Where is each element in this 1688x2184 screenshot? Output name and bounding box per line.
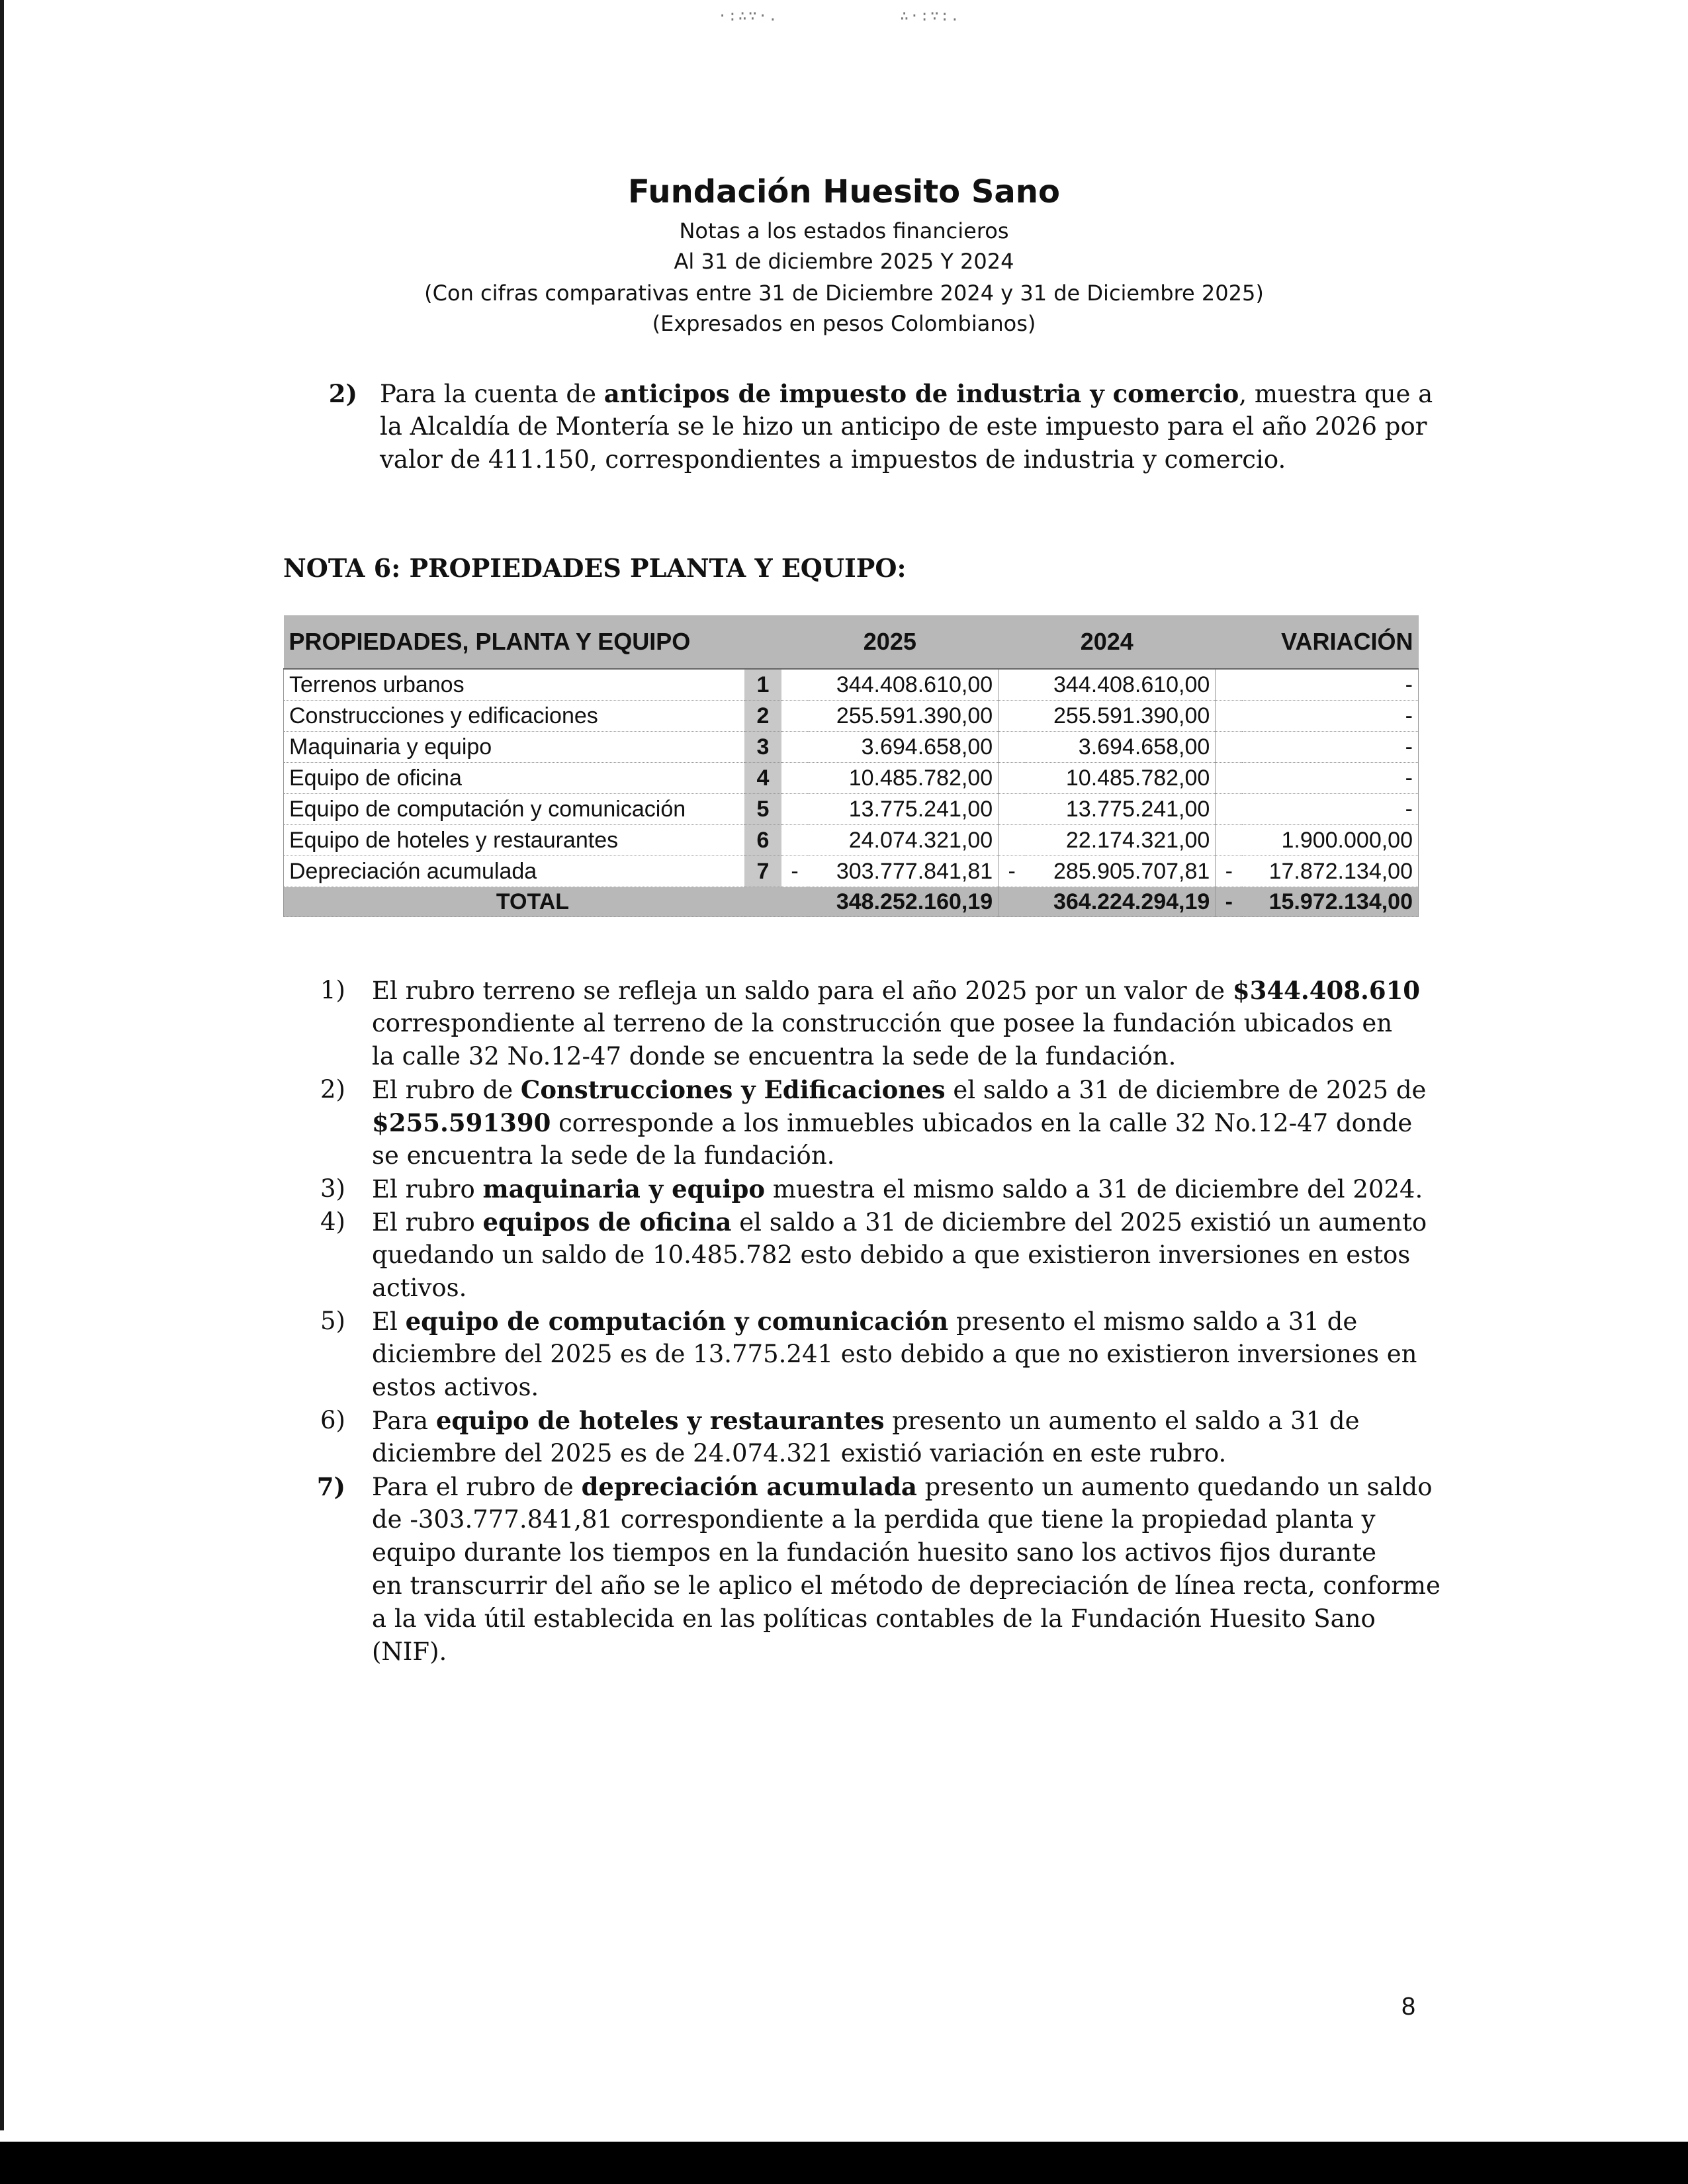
scan-bottom-bar — [0, 2142, 1688, 2184]
note-number: 6) — [320, 1406, 345, 1434]
subtitle-line-1: Notas a los estados financieros — [679, 218, 1009, 243]
cell-v2025: 10.485.782,00 — [808, 763, 999, 794]
note-number: 3) — [320, 1174, 345, 1203]
note-line: Para equipo de hoteles y restaurantes presento un aumento el saldo a 31 de — [372, 1406, 1360, 1435]
note-line: a la vida útil establecida en las políticas contables de la Fundación Huesito Sano — [372, 1604, 1376, 1633]
cell-sv — [1216, 669, 1243, 701]
cell-var: - — [1242, 669, 1418, 701]
cell-idx: 3 — [744, 732, 781, 763]
cell-label: Construcciones y edificaciones — [284, 701, 745, 732]
cell-v2024: 344.408.610,00 — [1025, 669, 1216, 701]
note-line: El rubro terreno se refleja un saldo para el año 2025 por un valor de $344.408.610 — [372, 976, 1421, 1005]
cell-s24 — [999, 669, 1026, 701]
note-line: en transcurrir del año se le aplico el método de depreciación de línea recta, conforme — [372, 1571, 1441, 1600]
cell-sv — [1216, 794, 1243, 825]
total-var-sign: - — [1216, 887, 1243, 917]
cell-label: Equipo de computación y comunicación — [284, 794, 745, 825]
note-line: El rubro de Construcciones y Edificaciones el saldo a 31 de diciembre de 2025 de — [372, 1075, 1427, 1104]
cell-idx: 5 — [744, 794, 781, 825]
cell-label: Equipo de oficina — [284, 763, 745, 794]
cell-s25 — [781, 763, 808, 794]
cell-v2025: 13.775.241,00 — [808, 794, 999, 825]
cell-sv: - — [1216, 856, 1243, 887]
cell-v2024: 3.694.658,00 — [1025, 732, 1216, 763]
table-total-row — [284, 887, 1419, 917]
subtitle-line-4: (Expresados en pesos Colombianos) — [652, 311, 1036, 336]
cell-var: 17.872.134,00 — [1242, 856, 1418, 887]
note-number: 1) — [320, 976, 345, 1004]
note-line: El rubro maquinaria y equipo muestra el mismo saldo a 31 de diciembre del 2024. — [372, 1174, 1423, 1203]
table-row — [284, 732, 1419, 763]
cell-var: 1.900.000,00 — [1242, 825, 1418, 856]
note-number: 4) — [320, 1207, 345, 1236]
cell-v2024: 13.775.241,00 — [1025, 794, 1216, 825]
note-prev-line-3: valor de 411.150, correspondientes a impuestos de industria y comercio. — [380, 445, 1286, 474]
note-number: 2) — [320, 1075, 345, 1104]
cell-idx: 2 — [744, 701, 781, 732]
cell-var: - — [1242, 701, 1418, 732]
cell-s24 — [999, 794, 1026, 825]
cell-label: Depreciación acumulada — [284, 856, 745, 887]
header-2024: 2024 — [999, 615, 1216, 669]
cell-s25 — [781, 825, 808, 856]
cell-idx: 7 — [744, 856, 781, 887]
total-label: TOTAL — [284, 887, 782, 917]
note-line: estos activos. — [372, 1373, 539, 1401]
table-row — [284, 669, 1419, 701]
header-concept: PROPIEDADES, PLANTA Y EQUIPO — [284, 615, 782, 669]
cell-label: Equipo de hoteles y restaurantes — [284, 825, 745, 856]
cell-label: Terrenos urbanos — [284, 669, 745, 701]
nota-6-title: NOTA 6: PROPIEDADES PLANTA Y EQUIPO: — [283, 553, 907, 583]
note-line: El rubro equipos de oficina el saldo a 31 de diciembre del 2025 existió un aumento — [372, 1207, 1427, 1237]
note-number: 7) — [316, 1472, 345, 1501]
cell-sv — [1216, 701, 1243, 732]
table-row — [284, 794, 1419, 825]
cell-s24: - — [999, 856, 1026, 887]
cell-v2024: 255.591.390,00 — [1025, 701, 1216, 732]
page-number: 8 — [1401, 1993, 1416, 2021]
subtitle-line-2: Al 31 de diciembre 2025 Y 2024 — [674, 249, 1014, 274]
total-2024: 364.224.294,19 — [999, 887, 1216, 917]
total-variation: 15.972.134,00 — [1242, 887, 1418, 917]
table-header-row — [284, 615, 1419, 669]
cell-s25 — [781, 732, 808, 763]
cell-sv — [1216, 763, 1243, 794]
cell-v2025: 344.408.610,00 — [808, 669, 999, 701]
cell-v2025: 24.074.321,00 — [808, 825, 999, 856]
cell-s25 — [781, 794, 808, 825]
note-prev-line-1: Para la cuenta de anticipos de impuesto de industria y comercio, muestra que a — [380, 379, 1433, 408]
note-line: (NIF). — [372, 1638, 447, 1666]
cell-s24 — [999, 825, 1026, 856]
table-row — [284, 825, 1419, 856]
cell-var: - — [1242, 794, 1418, 825]
cell-s25: - — [781, 856, 808, 887]
header-variation: VARIACIÓN — [1216, 615, 1419, 669]
note-number: 5) — [320, 1307, 345, 1335]
cell-sv — [1216, 732, 1243, 763]
ppe-table — [283, 615, 1419, 917]
cell-s24 — [999, 732, 1026, 763]
note-line: la calle 32 No.12-47 donde se encuentra la sede de la fundación. — [372, 1042, 1177, 1070]
cell-s24 — [999, 763, 1026, 794]
table-row — [284, 856, 1419, 887]
note-line: quedando un saldo de 10.485.782 esto debido a que existieron inversiones en estos — [372, 1241, 1411, 1269]
cell-var: - — [1242, 763, 1418, 794]
cell-idx: 1 — [744, 669, 781, 701]
note-prev-number: 2) — [328, 379, 357, 408]
note-line: se encuentra la sede de la fundación. — [372, 1141, 835, 1170]
cell-sv — [1216, 825, 1243, 856]
cell-idx: 4 — [744, 763, 781, 794]
scan-noise: ∴·:∵:. — [900, 8, 961, 24]
table-row — [284, 701, 1419, 732]
cell-idx: 6 — [744, 825, 781, 856]
cell-s25 — [781, 701, 808, 732]
note-line: diciembre del 2025 es de 24.074.321 existió variación en este rubro. — [372, 1439, 1227, 1467]
cell-s24 — [999, 701, 1026, 732]
header-2025: 2025 — [781, 615, 999, 669]
note-line: El equipo de computación y comunicación presento el mismo saldo a 31 de — [372, 1307, 1358, 1336]
cell-var: - — [1242, 732, 1418, 763]
cell-label: Maquinaria y equipo — [284, 732, 745, 763]
table-row — [284, 763, 1419, 794]
note-line: $255.591390 corresponde a los inmuebles ubicados en la calle 32 No.12-47 donde — [372, 1108, 1413, 1137]
note-line: diciembre del 2025 es de 13.775.241 esto debido a que no existieron inversiones en — [372, 1340, 1417, 1368]
note-line: Para el rubro de depreciación acumulada presento un aumento quedando un saldo — [372, 1472, 1433, 1501]
cell-v2025: 255.591.390,00 — [808, 701, 999, 732]
cell-v2024: 285.905.707,81 — [1025, 856, 1216, 887]
cell-v2024: 22.174.321,00 — [1025, 825, 1216, 856]
total-2025: 348.252.160,19 — [781, 887, 999, 917]
scan-noise: ·:∴∵·. — [718, 8, 779, 24]
note-line: equipo durante los tiempos en la fundación huesito sano los activos fijos durante — [372, 1538, 1376, 1567]
cell-v2025: 3.694.658,00 — [808, 732, 999, 763]
note-prev-line-2: la Alcaldía de Montería se le hizo un anticipo de este impuesto para el año 2026 por — [380, 412, 1427, 441]
note-line: de -303.777.841,81 correspondiente a la perdida que tiene la propiedad planta y — [372, 1505, 1376, 1534]
note-line: activos. — [372, 1274, 467, 1302]
subtitle-line-3: (Con cifras comparativas entre 31 de Diciembre 2024 y 31 de Diciembre 2025) — [424, 281, 1264, 306]
cell-s25 — [781, 669, 808, 701]
document-title: Fundación Huesito Sano — [628, 173, 1060, 210]
cell-v2025: 303.777.841,81 — [808, 856, 999, 887]
cell-v2024: 10.485.782,00 — [1025, 763, 1216, 794]
note-line: correspondiente al terreno de la construcción que posee la fundación ubicados en — [372, 1009, 1393, 1037]
